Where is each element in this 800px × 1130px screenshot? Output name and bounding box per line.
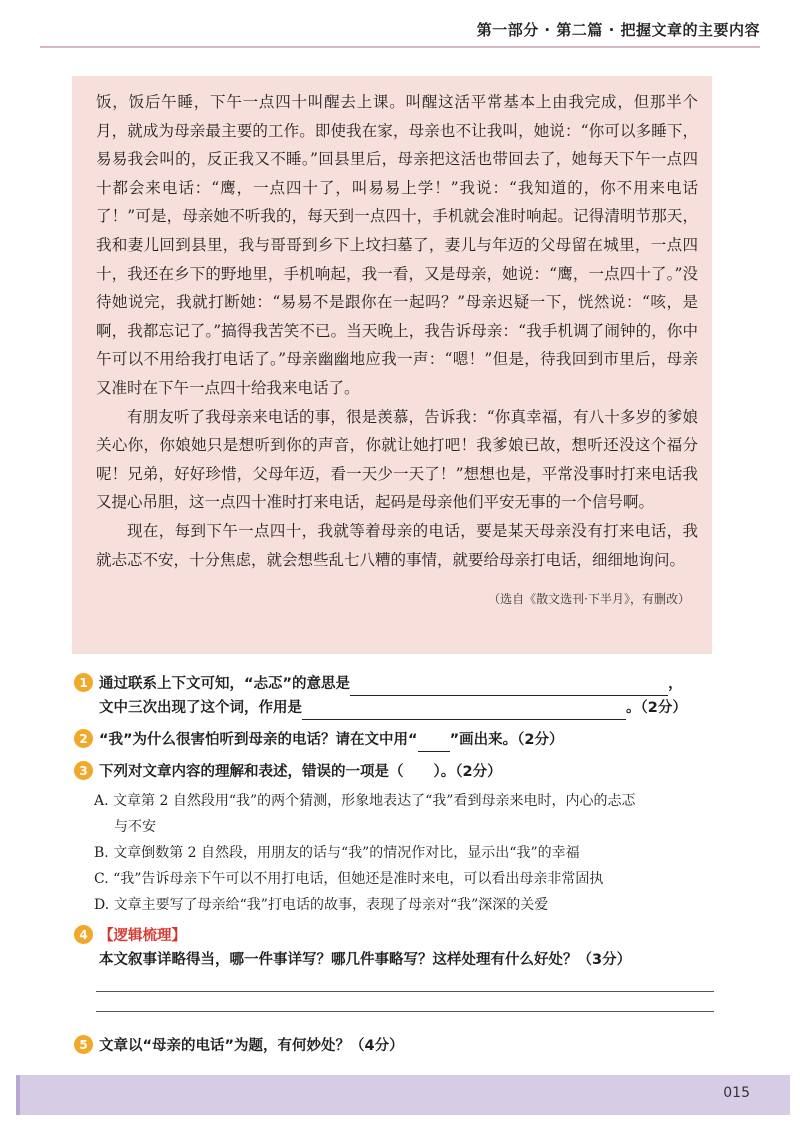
- logic-tag: 【逻辑梳理】: [99, 928, 186, 944]
- passage-paragraph-3: 现在，每到下午一点四十，我就等着母亲的电话，要是某天母亲没有打来电话，我就忐忑不安，十分焦虑，就会想些乱七八糟的事情，就要给母亲打电话，细细地询问。: [96, 521, 698, 569]
- question-1: [74, 672, 714, 720]
- question-3-text-b: ）。（2分）: [433, 764, 502, 780]
- page-header: [40, 12, 760, 48]
- passage-source: （选自《散文选刊·下半月》，有删改）: [488, 592, 690, 607]
- footer-band: [16, 1075, 790, 1115]
- question-1-text-b: 文中三次出现了这个词，作用是: [99, 700, 302, 716]
- page-number: 015: [723, 1085, 750, 1101]
- underline-symbol: [418, 735, 450, 752]
- answer-line[interactable]: [96, 1010, 714, 1012]
- question-2-text-b: ”画出来。（2分）: [449, 732, 564, 748]
- section-title: 第一部分 · 第二篇 · 把握文章的主要内容: [476, 20, 760, 39]
- answer-line[interactable]: [96, 990, 714, 992]
- answer-blank-meaning[interactable]: [350, 677, 668, 696]
- option-a-continued: 与不安: [114, 819, 156, 835]
- option-a[interactable]: A. 文章第 2 自然段用“我”的两个猜测，形象地表达了“我”看到母亲来电时，内心的忐忑: [94, 793, 636, 809]
- passage-paragraph-1: 饭，饭后午睡，下午一点四十叫醒去上课。叫醒这活平常基本上由我完成，但那半个月，就成为母亲最主要的工作。即使我在家，母亲也不让我叫，她说：“你可以多睡下，易易我会叫的，反正我又不睡。”回县里后，母亲把这活也带回去了，她每天下午一点四十都会来电话：“鹰，一点四十了，叫易易上学！”我说：“我知道的，你不用来电话了！”可是，母亲她不听我的，每天到一点四十，手机就会准时响起。记得清明节那天，我和妻儿回到县里，我与哥哥到乡下上坟扫墓了，妻儿与年迈的父母留在城里，一点四十，我还在乡下的野地里，手机响起，我一看，又是母亲，她说：“鹰，一点四十了。”没待她说完，我就打断她：“易易不是跟你在一起吗？”母亲迟疑一下，恍然说：“咳，是啊，我都忘记了。”搞得我苦笑不已。当天晚上，我告诉母亲：“我手机调了闹钟的，你中午可以不用给我打电话了。”母亲幽幽地应我一声：“嗯！”但是，待我回到市里后，母亲又准时在下午一点四十给我来电话了。: [96, 93, 698, 397]
- question-5: [74, 1034, 714, 1058]
- question-2-text-a: “我”为什么很害怕听到母亲的电话？请在文中用“: [99, 732, 418, 748]
- question-1-text-a: 通过联系上下文可知，“忐忑”的意思是: [99, 676, 351, 692]
- answer-blank-effect[interactable]: [302, 701, 626, 720]
- question-4: [74, 924, 714, 972]
- question-2: [74, 728, 714, 752]
- question-number-badge: 4: [74, 925, 93, 944]
- question-1-score: 。（2分）: [626, 700, 687, 716]
- question-number-badge: 1: [74, 673, 93, 692]
- question-number-badge: 5: [74, 1035, 93, 1054]
- question-number-badge: 2: [74, 729, 93, 748]
- reading-passage: [72, 76, 712, 654]
- question-3-text-a: 下列对文章内容的理解和表述，错误的一项是（: [99, 764, 404, 780]
- question-3: [74, 760, 714, 784]
- option-c[interactable]: C. “我”告诉母亲下午可以不用打电话，但她还是准时来电，可以看出母亲非常固执: [94, 871, 604, 887]
- question-1-comma: ，: [668, 676, 683, 692]
- question-4-text: 本文叙事详略得当，哪一件事详写？哪几件事略写？这样处理有什么好处？（3分）: [99, 952, 632, 968]
- question-number-badge: 3: [74, 761, 93, 780]
- question-5-text: 文章以“母亲的电话”为题，有何妙处？（4分）: [99, 1038, 404, 1054]
- passage-paragraph-2: 有朋友听了我母亲来电话的事，很是羡慕，告诉我：“你真幸福，有八十多岁的爹娘关心你，你娘她只是想听到你的声音，你就让她打吧！我爹娘已故，想听还没这个福分呢！兄弟，好好珍惜，父母年迈，看一天少一天了！”想想也是，平常没事时打来电话我又提心吊胆，这一点四十准时打来电话，起码是母亲他们平安无事的一个信号啊。: [96, 407, 698, 512]
- option-d[interactable]: D. 文章主要写了母亲给“我”打电话的故事，表现了母亲对“我”深深的关爱: [94, 897, 549, 913]
- option-b[interactable]: B. 文章倒数第 2 自然段，用朋友的话与“我”的情况作对比，显示出“我”的幸福: [94, 845, 580, 861]
- question-list: [74, 672, 714, 1098]
